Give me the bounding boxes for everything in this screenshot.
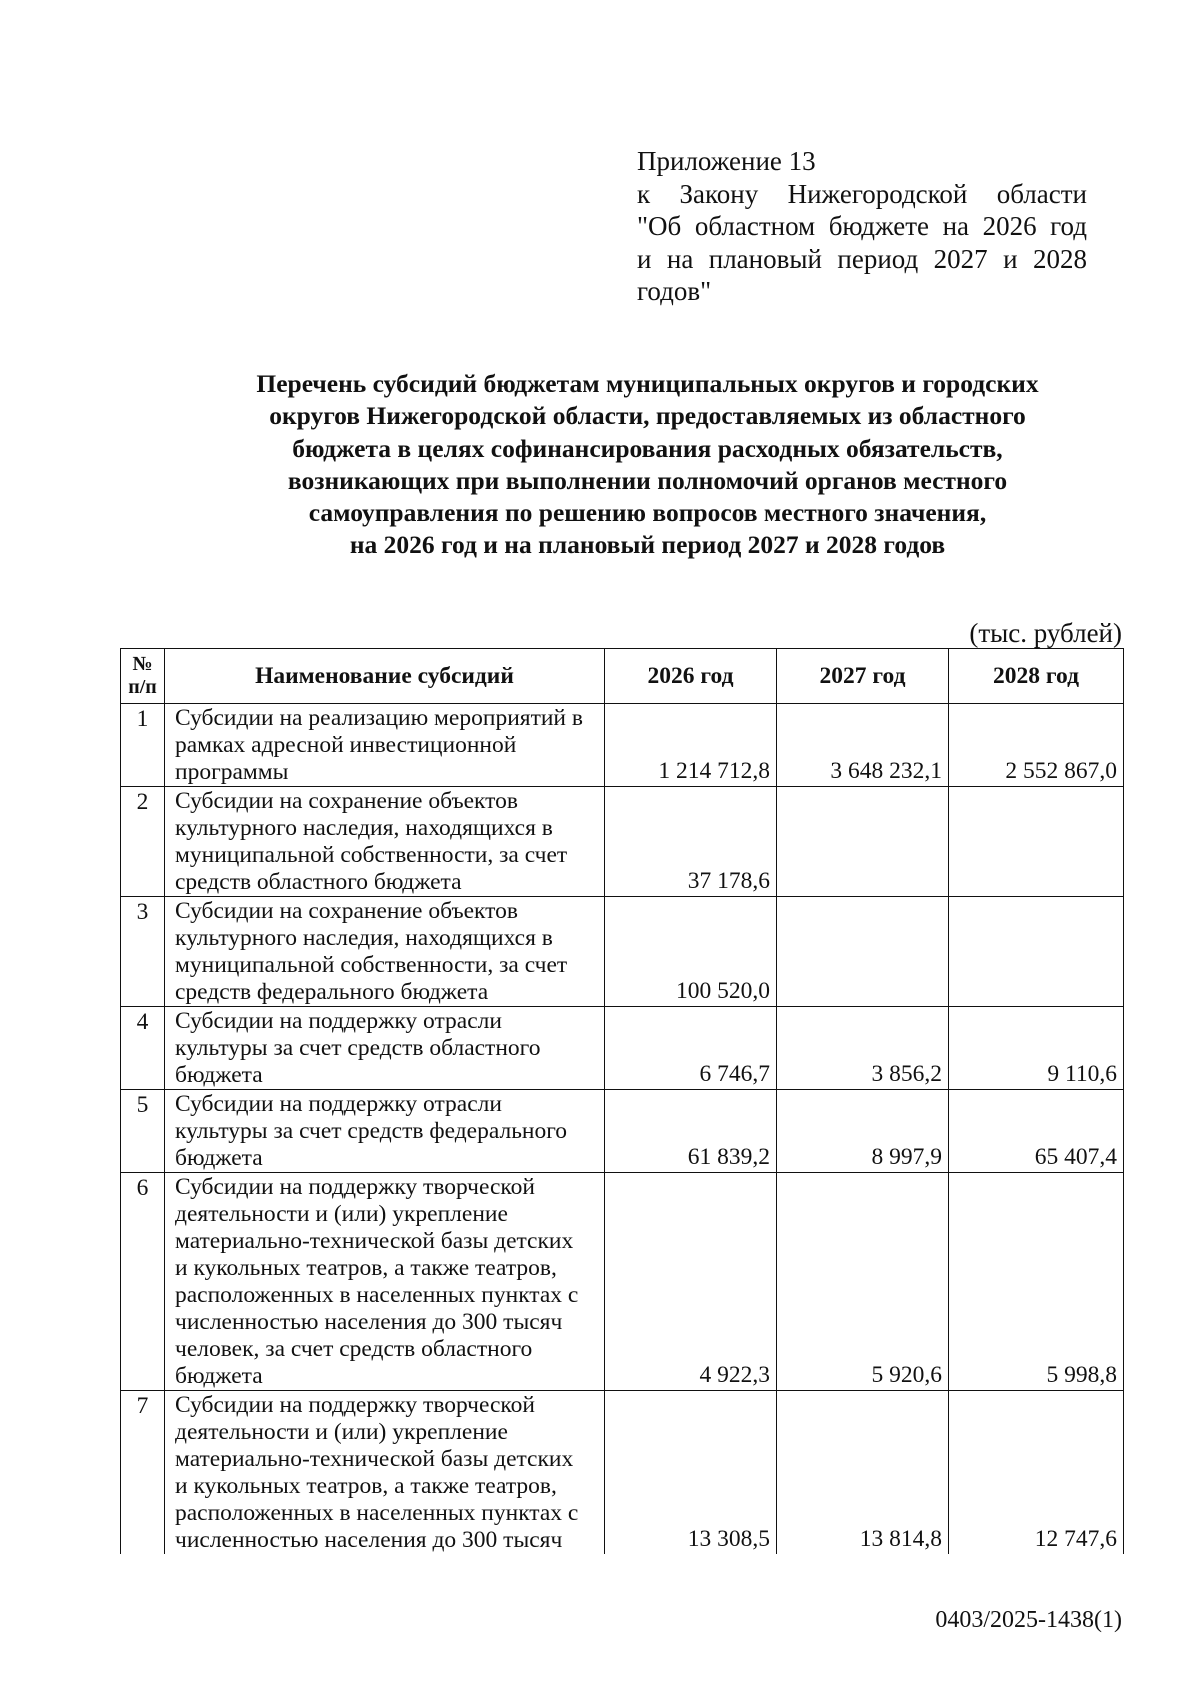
subsidy-name-line: муниципальной собственности, за счет — [175, 842, 568, 868]
amount-2026: 4 922,3 — [605, 1173, 777, 1391]
table-body — [121, 704, 1124, 1555]
subsidy-name-line: расположенных в населенных пунктах с — [175, 1500, 579, 1526]
subsidy-name-line: человек, за счет средств областного — [175, 1336, 533, 1362]
row-number: 3 — [121, 897, 165, 1007]
table-row — [121, 1391, 1124, 1555]
amount-2027 — [777, 897, 949, 1007]
subsidy-name-line: Субсидии на реализацию мероприятий в — [175, 705, 583, 731]
subsidy-name-line: Субсидии на поддержку творческой — [175, 1174, 535, 1200]
annex-line-4: и на плановый период 2027 и 2028 — [637, 243, 1087, 274]
title-line-4: возникающих при выполнении полномочий органов местного — [287, 465, 1008, 495]
subsidy-name-line: бюджета — [175, 1062, 263, 1088]
table-row — [121, 1090, 1124, 1173]
amount-2026: 61 839,2 — [605, 1090, 777, 1173]
annex-heading — [637, 145, 1087, 308]
annex-line-5: годов" — [637, 276, 712, 306]
header-number-abbr: п/п — [128, 676, 157, 698]
header-number — [121, 649, 165, 704]
subsidy-name-line: бюджета — [175, 1145, 263, 1171]
amount-2026: 13 308,5 — [605, 1391, 777, 1555]
table-header-row — [121, 649, 1124, 704]
amount-2028: 2 552 867,0 — [949, 704, 1124, 787]
subsidy-name-line: расположенных в населенных пунктах с — [175, 1282, 579, 1308]
table-row — [121, 787, 1124, 897]
row-number: 1 — [121, 704, 165, 787]
subsidy-name-line: культурного наследия, находящихся в — [175, 815, 553, 841]
subsidy-name-line: средств федерального бюджета — [175, 979, 489, 1005]
subsidy-name — [165, 1090, 605, 1173]
subsidy-name-line: средств областного бюджета — [175, 869, 462, 895]
amount-2026: 100 520,0 — [605, 897, 777, 1007]
amount-2026: 6 746,7 — [605, 1007, 777, 1090]
amount-2027: 13 814,8 — [777, 1391, 949, 1555]
subsidies-table — [120, 648, 1124, 1554]
amount-2026: 37 178,6 — [605, 787, 777, 897]
subsidy-name-line: Субсидии на сохранение объектов — [175, 898, 518, 924]
annex-line-1: Приложение 13 — [637, 146, 816, 176]
header-2028: 2028 год — [949, 649, 1124, 704]
subsidy-name-line: материально-технической базы детских — [175, 1228, 574, 1254]
title-line-2: округов Нижегородской области, предоставляемых из областного — [269, 401, 1026, 431]
subsidy-name-line: бюджета — [175, 1363, 263, 1389]
document-number: 0403/2025-1438(1) — [935, 1607, 1122, 1633]
subsidy-name-line: культуры за счет средств областного — [175, 1035, 541, 1061]
subsidy-name — [165, 787, 605, 897]
table-row — [121, 704, 1124, 787]
row-number: 2 — [121, 787, 165, 897]
subsidy-name-line: культурного наследия, находящихся в — [175, 925, 553, 951]
title-line-1: Перечень субсидий бюджетам муниципальных округов и городских — [256, 369, 1039, 398]
title-line-6: на 2026 год и на плановый период 2027 и 2028 годов — [349, 530, 946, 560]
table-row — [121, 1007, 1124, 1090]
subsidy-name-line: численностью населения до 300 тысяч — [175, 1527, 563, 1553]
header-name: Наименование субсидий — [165, 649, 605, 704]
amount-2028: 5 998,8 — [949, 1173, 1124, 1391]
table-row — [121, 1173, 1124, 1391]
amount-2028: 12 747,6 — [949, 1391, 1124, 1555]
subsidy-name-line: Субсидии на поддержку отрасли — [175, 1091, 502, 1117]
table-row — [121, 897, 1124, 1007]
header-2027: 2027 год — [777, 649, 949, 704]
subsidy-name — [165, 1007, 605, 1090]
units-label: (тыс. рублей) — [969, 618, 1122, 648]
subsidy-name-line: и кукольных театров, а также театров, — [175, 1255, 557, 1281]
subsidy-name — [165, 704, 605, 787]
row-number: 5 — [121, 1090, 165, 1173]
row-number: 4 — [121, 1007, 165, 1090]
annex-line-3: "Об областном бюджете на 2026 год — [637, 211, 1087, 241]
amount-2028: 9 110,6 — [949, 1007, 1124, 1090]
subsidy-name-line: Субсидии на поддержку творческой — [175, 1392, 535, 1418]
row-number: 6 — [121, 1173, 165, 1391]
amount-2027: 3 856,2 — [777, 1007, 949, 1090]
subsidy-name-line: деятельности и (или) укрепление — [175, 1419, 508, 1445]
subsidy-name-line: Субсидии на сохранение объектов — [175, 788, 518, 814]
subsidy-name — [165, 1391, 605, 1555]
amount-2026: 1 214 712,8 — [605, 704, 777, 787]
subsidy-name-line: Субсидии на поддержку отрасли — [175, 1008, 502, 1034]
row-number: 7 — [121, 1391, 165, 1555]
title-line-3: бюджета в целях софинансирования расходных обязательств, — [292, 433, 1003, 463]
subsidy-name — [165, 897, 605, 1007]
subsidy-name-line: рамках адресной инвестиционной — [175, 732, 517, 758]
amount-2027: 8 997,9 — [777, 1090, 949, 1173]
subsidy-name-line: материально-технической базы детских — [175, 1446, 574, 1472]
subsidy-name-line: культуры за счет средств федерального — [175, 1118, 568, 1144]
amount-2028 — [949, 787, 1124, 897]
document-title — [160, 368, 1135, 562]
subsidy-name — [165, 1173, 605, 1391]
amount-2027 — [777, 787, 949, 897]
subsidy-name-line: программы — [175, 759, 289, 785]
title-line-5: самоуправления по решению вопросов местного значения, — [308, 498, 987, 528]
subsidy-name-line: муниципальной собственности, за счет — [175, 952, 568, 978]
subsidy-name-line: и кукольных театров, а также театров, — [175, 1473, 557, 1499]
subsidy-name-line: деятельности и (или) укрепление — [175, 1201, 508, 1227]
annex-line-2: к Закону Нижегородской области — [637, 178, 1087, 209]
header-2026: 2026 год — [605, 649, 777, 704]
amount-2027: 5 920,6 — [777, 1173, 949, 1391]
amount-2028 — [949, 897, 1124, 1007]
header-number-symbol: № — [132, 653, 153, 675]
amount-2028: 65 407,4 — [949, 1090, 1124, 1173]
subsidy-name-line: численностью населения до 300 тысяч — [175, 1309, 563, 1335]
amount-2027: 3 648 232,1 — [777, 704, 949, 787]
